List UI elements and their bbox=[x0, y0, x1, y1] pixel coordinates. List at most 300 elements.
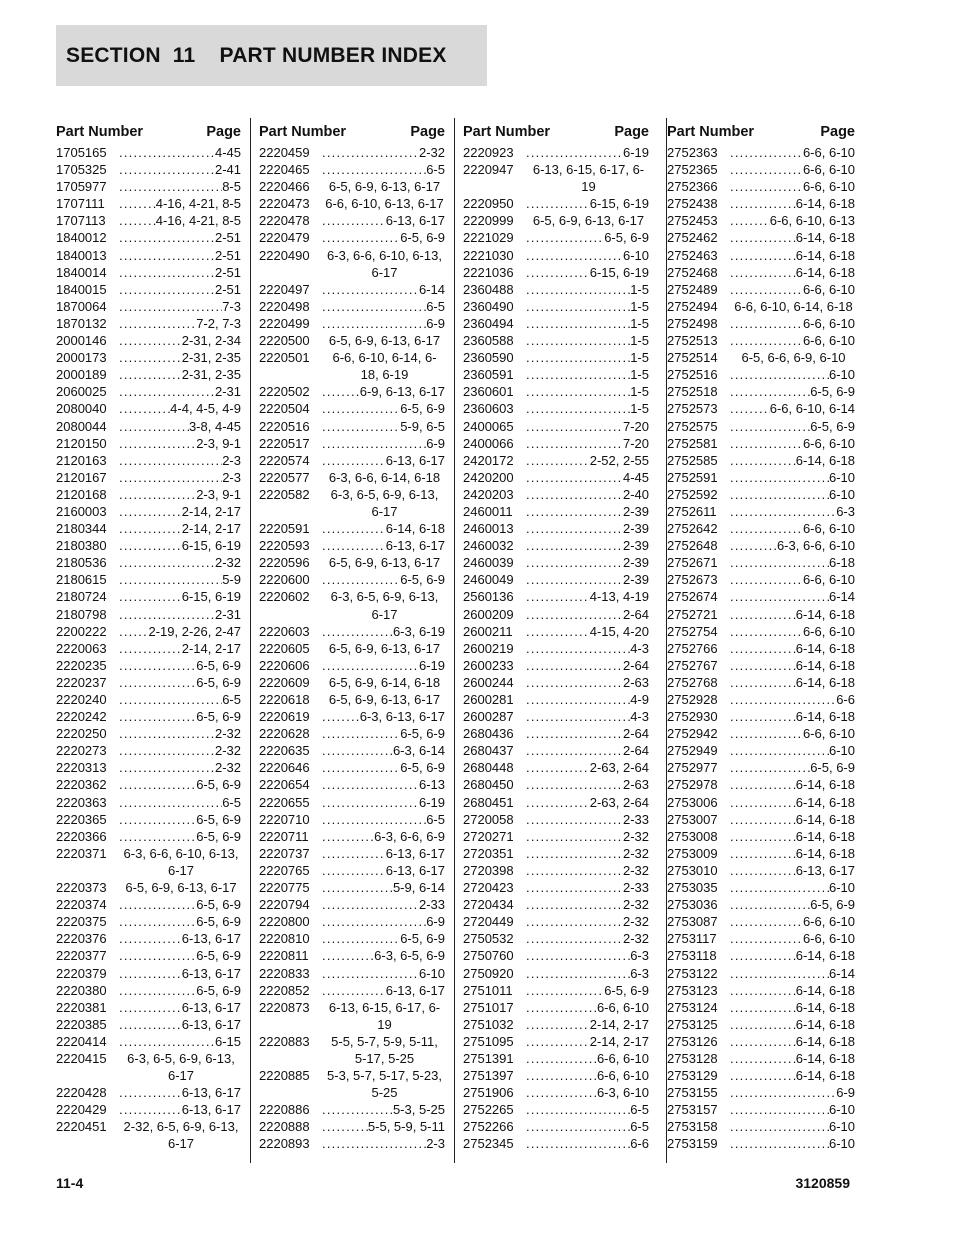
dot-leader bbox=[119, 537, 182, 554]
index-entry bbox=[259, 999, 454, 1033]
index-entry bbox=[56, 212, 250, 229]
part-number: 2220473 bbox=[259, 196, 310, 212]
page-ref: 6-10 bbox=[828, 1102, 855, 1118]
page-ref: 6-6, 6-10 bbox=[802, 333, 855, 349]
part-number: 2752767 bbox=[667, 657, 718, 673]
dot-leader bbox=[119, 247, 215, 264]
page-ref: 2-31 bbox=[214, 606, 241, 622]
index-entry bbox=[259, 623, 454, 640]
index-entry bbox=[259, 486, 454, 520]
dot-leader bbox=[730, 418, 810, 435]
part-number: 2220516 bbox=[259, 418, 310, 434]
page-ref: 2-33 bbox=[418, 897, 445, 913]
part-number: 2220313 bbox=[56, 760, 107, 776]
part-number: 2220893 bbox=[259, 1136, 310, 1152]
index-entry bbox=[463, 1016, 658, 1033]
index-entry bbox=[259, 469, 454, 486]
index-entry bbox=[667, 452, 855, 469]
dot-leader bbox=[119, 640, 182, 657]
dot-leader bbox=[526, 298, 630, 315]
dot-leader bbox=[119, 930, 182, 947]
index-column-2 bbox=[259, 118, 455, 1163]
part-number: 2180536 bbox=[56, 555, 107, 571]
part-number: 2220377 bbox=[56, 948, 107, 964]
index-entry bbox=[56, 503, 250, 520]
page-ref: 6-5, 6-9 bbox=[196, 828, 241, 844]
part-number: 2220376 bbox=[56, 931, 107, 947]
dot-leader bbox=[119, 383, 215, 400]
index-entry bbox=[56, 725, 250, 742]
index-entry bbox=[667, 229, 855, 246]
index-entry bbox=[259, 178, 454, 195]
part-number: 2360591 bbox=[463, 367, 514, 383]
dot-leader bbox=[322, 229, 400, 246]
part-number: 2220603 bbox=[259, 623, 310, 639]
dot-leader bbox=[526, 691, 630, 708]
page-ref: 2-33 bbox=[622, 811, 649, 827]
page-ref: 6-14, 6-18 bbox=[795, 674, 855, 690]
page-ref: 4-3 bbox=[630, 709, 649, 725]
index-entry bbox=[463, 913, 658, 930]
part-number: 2752648 bbox=[667, 538, 718, 554]
index-entry bbox=[259, 828, 454, 845]
dot-leader bbox=[322, 452, 386, 469]
index-entry bbox=[56, 674, 250, 691]
dot-leader bbox=[730, 606, 796, 623]
index-entry bbox=[667, 862, 855, 879]
dot-leader bbox=[730, 264, 796, 281]
part-number: 2220501 bbox=[259, 350, 310, 366]
part-number: 2220574 bbox=[259, 452, 310, 468]
index-entry bbox=[463, 229, 658, 246]
dot-leader bbox=[730, 742, 829, 759]
page-ref: 2-39 bbox=[622, 503, 649, 519]
index-entry bbox=[259, 691, 454, 708]
index-entry bbox=[667, 435, 855, 452]
index-entry bbox=[259, 1067, 454, 1101]
index-entry bbox=[667, 1033, 855, 1050]
page-ref: 6-6, 6-10, 6-14, 6-18 bbox=[734, 298, 853, 314]
index-entry bbox=[259, 281, 454, 298]
section-title bbox=[56, 25, 487, 86]
dot-leader bbox=[730, 1101, 829, 1118]
page-ref: 6-6, 6-10 bbox=[802, 281, 855, 297]
page-ref: 8-5 bbox=[222, 179, 241, 195]
part-number: 2720449 bbox=[463, 914, 514, 930]
page-ref: 6-5 bbox=[426, 162, 445, 178]
dot-leader bbox=[119, 896, 196, 913]
part-number: 2753128 bbox=[667, 1050, 718, 1066]
part-number: 2221036 bbox=[463, 264, 514, 280]
index-entry bbox=[667, 930, 855, 947]
index-entry bbox=[56, 828, 250, 845]
index-entry bbox=[667, 913, 855, 930]
page-ref: 6-10 bbox=[828, 469, 855, 485]
part-number: 2220466 bbox=[259, 179, 310, 195]
dot-leader bbox=[119, 1101, 182, 1118]
part-number: 2220810 bbox=[259, 931, 310, 947]
page-ref: 6-6, 6-10, 6-14, 6-18, 6-19 bbox=[332, 350, 437, 383]
index-entry bbox=[56, 264, 250, 281]
index-entry bbox=[463, 725, 658, 742]
page-ref: 1-5 bbox=[630, 315, 649, 331]
index-entry bbox=[259, 776, 454, 793]
dot-leader bbox=[322, 896, 419, 913]
dot-leader bbox=[322, 862, 386, 879]
page-ref: 2-64 bbox=[622, 726, 649, 742]
dot-leader bbox=[119, 708, 196, 725]
page-ref: 2-52, 2-55 bbox=[589, 452, 649, 468]
page-ref: 5-3, 5-25 bbox=[392, 1102, 445, 1118]
index-entry bbox=[56, 247, 250, 264]
dot-leader bbox=[526, 896, 623, 913]
page-ref: 6-6, 6-10, 6-14 bbox=[769, 401, 855, 417]
page-ref: 2-33 bbox=[622, 880, 649, 896]
page-ref: 2-63, 2-64 bbox=[589, 760, 649, 776]
page-ref: 2-31, 2-35 bbox=[181, 367, 241, 383]
page-ref: 6-6, 6-10 bbox=[802, 726, 855, 742]
part-number: 2753126 bbox=[667, 1033, 718, 1049]
part-number: 2220737 bbox=[259, 845, 310, 861]
index-entry bbox=[259, 1118, 454, 1135]
part-number: 2220609 bbox=[259, 674, 310, 690]
index-entry bbox=[667, 794, 855, 811]
part-number: 2220833 bbox=[259, 965, 310, 981]
index-entry bbox=[667, 1118, 855, 1135]
index-entry bbox=[667, 845, 855, 862]
page-ref: 6-13, 6-17 bbox=[181, 1085, 241, 1101]
index-entry bbox=[56, 144, 250, 161]
index-entry bbox=[667, 520, 855, 537]
dot-leader bbox=[119, 759, 215, 776]
dot-leader bbox=[526, 144, 623, 161]
index-entry bbox=[463, 366, 658, 383]
part-number: 2752363 bbox=[667, 145, 718, 160]
part-number: 2220465 bbox=[259, 162, 310, 178]
page-ref: 6-3, 6-5, 6-9, 6-13, 6-17 bbox=[330, 589, 439, 622]
part-number: 2753009 bbox=[667, 845, 718, 861]
part-number: 2220498 bbox=[259, 298, 310, 314]
part-number: 2220852 bbox=[259, 982, 310, 998]
dot-leader bbox=[526, 776, 623, 793]
page-ref: 4-15, 4-20 bbox=[589, 623, 649, 639]
index-entry bbox=[463, 349, 658, 366]
part-number: 2220923 bbox=[463, 145, 514, 160]
index-entry bbox=[56, 708, 250, 725]
dot-leader bbox=[730, 332, 803, 349]
part-number: 2220654 bbox=[259, 777, 310, 793]
part-number: 2751017 bbox=[463, 999, 514, 1015]
index-entry bbox=[259, 418, 454, 435]
part-number: 2220451 bbox=[56, 1119, 107, 1135]
part-number: 2752438 bbox=[667, 196, 718, 212]
index-entry bbox=[667, 879, 855, 896]
page-ref: 6-19 bbox=[418, 794, 445, 810]
page-ref: 6-5, 6-9 bbox=[196, 811, 241, 827]
part-number: 2220618 bbox=[259, 692, 310, 707]
page-ref: 2-32 bbox=[622, 845, 649, 861]
dot-leader bbox=[119, 195, 156, 212]
page-ref: 6-13, 6-17 bbox=[181, 1016, 241, 1032]
column-header-part-number: Part Number bbox=[463, 124, 551, 140]
page-ref: 6-14, 6-18 bbox=[795, 1016, 855, 1032]
dot-leader bbox=[526, 794, 590, 811]
page-ref: 4-3 bbox=[630, 640, 649, 656]
page-ref: 6-5, 6-9 bbox=[810, 384, 855, 400]
dot-leader bbox=[730, 657, 796, 674]
page-ref: 6-13, 6-15, 6-17, 6-19 bbox=[532, 162, 645, 195]
part-number: 2220374 bbox=[56, 897, 107, 913]
dot-leader bbox=[322, 281, 419, 298]
index-entry bbox=[259, 862, 454, 879]
part-number: 2180798 bbox=[56, 606, 107, 622]
part-number: 2752489 bbox=[667, 281, 718, 297]
dot-leader bbox=[119, 520, 182, 537]
dot-leader bbox=[322, 144, 419, 161]
page-ref: 6-3, 6-6, 6-14, 6-18 bbox=[328, 469, 441, 485]
part-number: 2220379 bbox=[56, 965, 107, 981]
part-number: 2752766 bbox=[667, 640, 718, 656]
dot-leader bbox=[119, 229, 215, 246]
index-entry bbox=[463, 1135, 658, 1152]
part-number: 1707113 bbox=[56, 213, 106, 229]
index-entry bbox=[56, 759, 250, 776]
part-number: 2220362 bbox=[56, 777, 107, 793]
index-entry bbox=[56, 1084, 250, 1101]
part-number: 2220273 bbox=[56, 743, 107, 759]
part-number: 2460032 bbox=[463, 538, 514, 554]
index-entry bbox=[259, 571, 454, 588]
part-number: 2752266 bbox=[463, 1119, 514, 1135]
index-entry bbox=[56, 794, 250, 811]
dot-leader bbox=[322, 520, 386, 537]
part-number: 1707111 bbox=[56, 196, 105, 212]
page-ref: 6-14, 6-18 bbox=[795, 452, 855, 468]
index-entry bbox=[56, 896, 250, 913]
part-number: 2753118 bbox=[667, 948, 717, 964]
page-ref: 2-19, 2-26, 2-47 bbox=[148, 623, 241, 639]
part-number: 2753007 bbox=[667, 811, 718, 827]
dot-leader bbox=[730, 520, 803, 537]
part-number: 2752674 bbox=[667, 589, 718, 605]
dot-leader bbox=[119, 503, 182, 520]
dot-leader bbox=[526, 588, 590, 605]
part-number: 2180615 bbox=[56, 572, 107, 588]
dot-leader bbox=[730, 571, 803, 588]
page-ref: 6-14, 6-18 bbox=[385, 521, 445, 537]
page-ref: 4-4, 4-5, 4-9 bbox=[170, 401, 241, 417]
page-ref: 2-41 bbox=[214, 162, 241, 178]
dot-leader bbox=[322, 1135, 426, 1152]
index-entry bbox=[463, 794, 658, 811]
page-ref: 6-14, 6-18 bbox=[795, 709, 855, 725]
page-ref: 6-14 bbox=[828, 589, 855, 605]
index-entry bbox=[463, 691, 658, 708]
dot-leader bbox=[730, 896, 810, 913]
part-number: 2220628 bbox=[259, 726, 310, 742]
page-ref: 6-5 bbox=[426, 298, 445, 314]
index-entry bbox=[667, 725, 855, 742]
part-number: 2752978 bbox=[667, 777, 718, 793]
part-number: 2220242 bbox=[56, 709, 107, 725]
dot-leader bbox=[119, 435, 196, 452]
part-number: 2753006 bbox=[667, 794, 718, 810]
part-number: 2720398 bbox=[463, 862, 514, 878]
page-ref: 2-14, 2-17 bbox=[181, 503, 241, 519]
dot-leader bbox=[526, 965, 630, 982]
dot-leader bbox=[526, 486, 623, 503]
index-entry bbox=[56, 161, 250, 178]
index-entry bbox=[56, 281, 250, 298]
page-ref: 2-39 bbox=[622, 572, 649, 588]
dot-leader bbox=[526, 247, 623, 264]
page-ref: 6-5 bbox=[222, 692, 241, 707]
index-entry bbox=[259, 913, 454, 930]
page-ref: 6-5, 6-9, 6-13, 6-17 bbox=[328, 555, 441, 571]
part-number: 2360488 bbox=[463, 281, 514, 297]
dot-leader bbox=[322, 400, 400, 417]
part-number: 2220873 bbox=[259, 999, 310, 1015]
index-entry bbox=[667, 195, 855, 212]
column-header bbox=[259, 118, 454, 144]
dot-leader bbox=[526, 606, 623, 623]
part-number: 2220478 bbox=[259, 213, 310, 229]
page-ref: 6-5, 6-9 bbox=[196, 982, 241, 998]
index-entry bbox=[259, 1033, 454, 1067]
column-header-part-number: Part Number bbox=[259, 124, 347, 140]
dot-leader bbox=[730, 212, 770, 229]
page-ref: 1-5 bbox=[630, 401, 649, 417]
dot-leader bbox=[526, 947, 630, 964]
part-number: 2220811 bbox=[259, 948, 309, 964]
dot-leader bbox=[526, 469, 623, 486]
index-entry bbox=[259, 896, 454, 913]
dot-leader bbox=[526, 503, 623, 520]
index-entry bbox=[56, 845, 250, 879]
page-ref: 6-6 bbox=[630, 1136, 649, 1152]
page-ref: 6-6, 6-10 bbox=[802, 623, 855, 639]
index-entry bbox=[56, 571, 250, 588]
page-ref: 2-63 bbox=[622, 777, 649, 793]
page-ref: 6-14, 6-18 bbox=[795, 999, 855, 1015]
index-entry bbox=[56, 537, 250, 554]
page-ref: 6-10 bbox=[828, 880, 855, 896]
part-number: 2220711 bbox=[259, 828, 309, 844]
page-ref: 6-5, 6-9 bbox=[400, 572, 445, 588]
dot-leader bbox=[526, 742, 623, 759]
dot-leader bbox=[526, 725, 623, 742]
dot-leader bbox=[322, 965, 419, 982]
part-number: 2751391 bbox=[463, 1050, 514, 1066]
page-ref: 1-5 bbox=[630, 333, 649, 349]
dot-leader bbox=[730, 144, 803, 161]
part-number: 2753155 bbox=[667, 1085, 718, 1101]
page-ref: 2-14, 2-17 bbox=[181, 521, 241, 537]
page-ref: 6-3 bbox=[630, 948, 649, 964]
dot-leader bbox=[730, 400, 770, 417]
part-number: 2220582 bbox=[259, 486, 310, 502]
index-entry bbox=[667, 571, 855, 588]
page-ref: 6-5, 6-9 bbox=[196, 777, 241, 793]
index-entry bbox=[463, 418, 658, 435]
part-number: 2750920 bbox=[463, 965, 514, 981]
part-number: 2220710 bbox=[259, 811, 310, 827]
part-number: 2220596 bbox=[259, 555, 310, 571]
dot-leader bbox=[322, 315, 426, 332]
part-number: 2752942 bbox=[667, 726, 718, 742]
page-ref: 7-2, 7-3 bbox=[196, 315, 241, 331]
index-entry bbox=[259, 725, 454, 742]
dot-leader bbox=[526, 315, 630, 332]
index-entry bbox=[667, 776, 855, 793]
part-number: 2752518 bbox=[667, 384, 718, 400]
dot-leader bbox=[526, 400, 630, 417]
part-number: 2752462 bbox=[667, 230, 718, 246]
index-entry bbox=[56, 418, 250, 435]
part-number: 2752265 bbox=[463, 1102, 514, 1118]
index-entry bbox=[667, 332, 855, 349]
index-entry bbox=[259, 811, 454, 828]
dot-leader bbox=[322, 161, 426, 178]
index-entry bbox=[667, 708, 855, 725]
part-number: 2220947 bbox=[463, 162, 514, 178]
page-ref: 6-9 bbox=[836, 1085, 855, 1101]
page-ref: 6-5, 6-6, 6-9, 6-10 bbox=[741, 350, 846, 366]
dot-leader bbox=[730, 708, 796, 725]
index-entry bbox=[463, 623, 658, 640]
page-ref: 3-8, 4-45 bbox=[188, 418, 241, 434]
part-number: 2220886 bbox=[259, 1102, 310, 1118]
index-entry bbox=[259, 674, 454, 691]
dot-leader bbox=[730, 383, 810, 400]
index-entry bbox=[259, 332, 454, 349]
index-entry bbox=[463, 264, 658, 281]
page-ref: 6-10 bbox=[622, 247, 649, 263]
index-entry bbox=[56, 1101, 250, 1118]
page-ref: 6-5, 6-9 bbox=[810, 760, 855, 776]
part-number: 2752928 bbox=[667, 692, 718, 707]
dot-leader bbox=[526, 1135, 630, 1152]
page-ref: 6-5, 6-9 bbox=[196, 657, 241, 673]
part-number: 2220365 bbox=[56, 811, 107, 827]
dot-leader bbox=[526, 879, 623, 896]
dot-leader bbox=[526, 1033, 590, 1050]
dot-leader bbox=[322, 982, 386, 999]
page-ref: 6-3, 6-6, 6-9 bbox=[374, 828, 445, 844]
part-number: 2220517 bbox=[259, 435, 310, 451]
index-entry bbox=[56, 195, 250, 212]
page-ref: 1-5 bbox=[630, 281, 649, 297]
part-number: 2180380 bbox=[56, 538, 107, 554]
dot-leader bbox=[730, 588, 829, 605]
part-number: 2221029 bbox=[463, 230, 514, 246]
dot-leader bbox=[119, 571, 222, 588]
page-ref: 4-13, 4-19 bbox=[589, 589, 649, 605]
dot-leader bbox=[322, 435, 426, 452]
dot-leader bbox=[322, 418, 400, 435]
page-ref: 2-32 bbox=[622, 914, 649, 930]
dot-leader bbox=[730, 503, 836, 520]
page-ref: 6-5 bbox=[630, 1102, 649, 1118]
index-entry bbox=[259, 247, 454, 281]
part-number: 2752513 bbox=[667, 333, 718, 349]
dot-leader bbox=[119, 212, 156, 229]
page-ref: 6-6, 6-10 bbox=[802, 521, 855, 537]
part-number: 2080040 bbox=[56, 401, 107, 417]
page-ref: 6-6, 6-10 bbox=[802, 315, 855, 331]
part-number: 2752514 bbox=[667, 350, 718, 366]
index-entry bbox=[667, 298, 855, 315]
